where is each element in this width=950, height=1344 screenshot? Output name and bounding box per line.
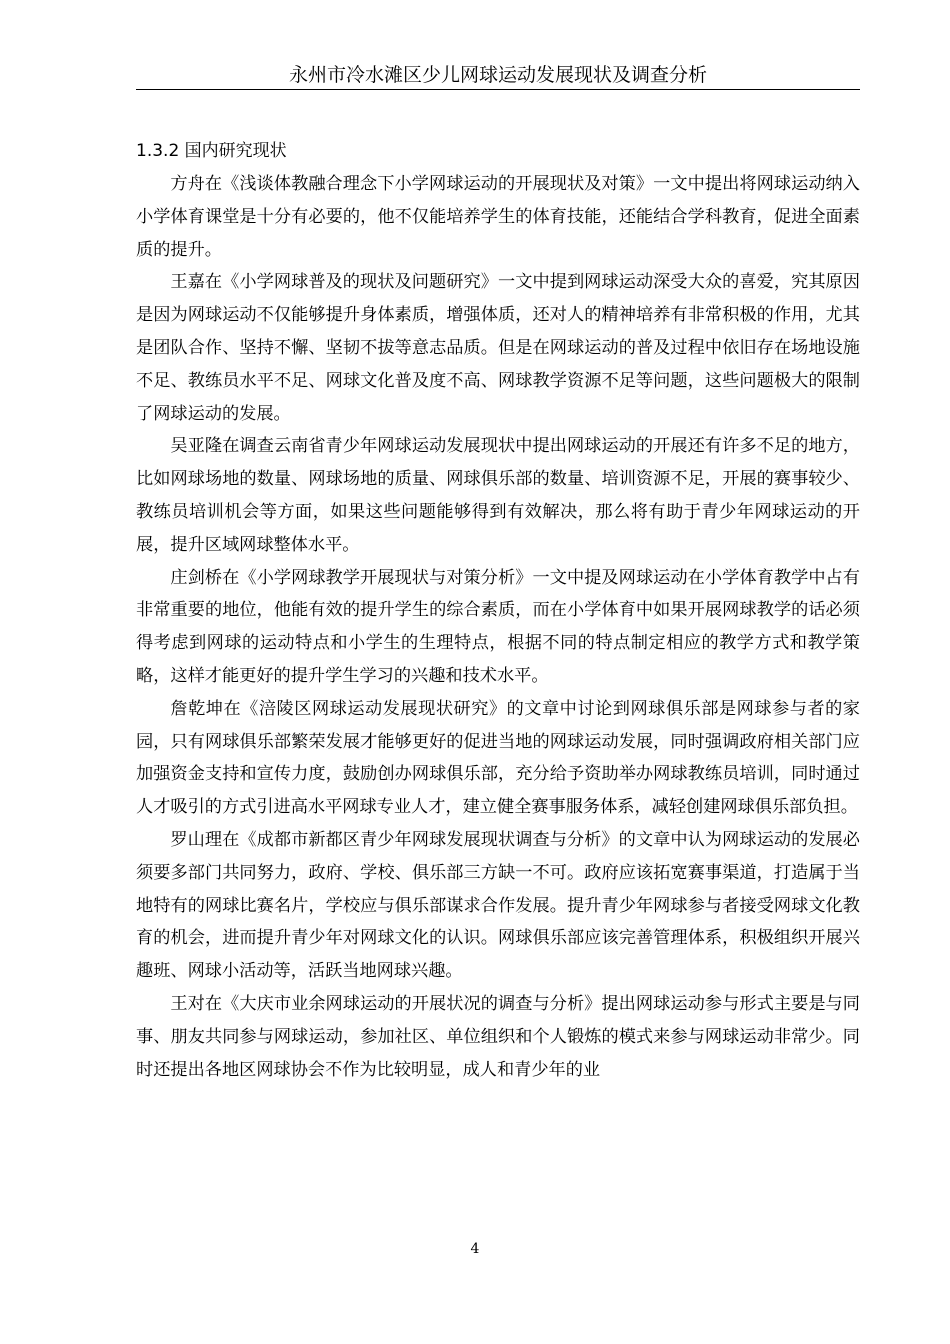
paragraph-zhanqiankun: 詹乾坤在《涪陵区网球运动发展现状研究》的文章中讨论到网球俱乐部是网球参与者的家园，只有网球俱乐部繁荣发展才能够更好的促进当地的网球运动发展，同时强调政府相关部门应加强资金支持和宣传力度，鼓励创办网球俱乐部，充分给予资助举办网球教练员培训，同时通过人才吸引的方式引进高水平网球专业人才，建立健全赛事服务体系，减轻创建网球俱乐部负担。 [136,698,860,818]
paragraph-fangzhou: 方舟在《浅谈体教融合理念下小学网球运动的开展现状及对策》一文中提出将网球运动纳入小学体育课堂是十分有必要的，他不仅能培养学生的体育技能，还能结合学科教育，促进全面素质的提升。 [136,174,860,260]
header-divider [136,89,860,90]
paragraph-wangdui: 王对在《大庆市业余网球运动的开展状况的调查与分析》提出网球运动参与形式主要是与同事、朋友共同参与网球运动，参加社区、单位组织和个人锻炼的模式来参与网球运动非常少。同时还提出各地区网球协会不作为比较明显，成人和青少年的业 [136,993,860,1080]
paragraph-zhuangjianqiao: 庄剑桥在《小学网球教学开展现状与对策分析》一文中提及网球运动在小学体育教学中占有非常重要的地位，他能有效的提升学生的综合素质，而在小学体育中如果开展网球教学的话必须得考虑到网球的运动特点和小学生的生理特点，根据不同的特点制定相应的教学方式和教学策略，这样才能更好的提升学生学习的兴趣和技术水平。 [136,567,860,686]
section-heading: 1.3.2 国内研究现状 [136,141,287,161]
page-number: 4 [470,1241,480,1257]
running-header: 永州市冷水滩区少儿网球运动发展现状及调查分析 [288,64,707,86]
paragraph-luoshanli: 罗山理在《成都市新都区青少年网球发展现状调查与分析》的文章中认为网球运动的发展必须要多部门共同努力，政府、学校、俱乐部三方缺一不可。政府应该拓宽赛事渠道，打造属于当地特有的网球比赛名片，学校应与俱乐部谋求合作发展。提升青少年网球参与者接受网球文化教育的机会，进而提升青少年对网球文化的认识。网球俱乐部应该完善管理体系，积极组织开展兴趣班、网球小活动等，活跃当地网球兴趣。 [136,829,860,982]
paragraph-wangjia: 王嘉在《小学网球普及的现状及问题研究》一文中提到网球运动深受大众的喜爱，究其原因是因为网球运动不仅能够提升身体素质，增强体质，还对人的精神培养有非常积极的作用，尤其是团队合作、坚持不懈、坚韧不拔等意志品质。但是在网球运动的普及过程中依旧存在场地设施不足、教练员水平不足、网球文化普及度不高、网球教学资源不足等问题，这些问题极大的限制了网球运动的发展。 [136,272,860,424]
body-content [136,136,860,1086]
paragraph-wuyalong: 吴亚隆在调查云南省青少年网球运动发展现状中提出网球运动的开展还有许多不足的地方，比如网球场地的数量、网球场地的质量、网球俱乐部的数量、培训资源不足，开展的赛事较少、教练员培训机会等方面，如果这些问题能够得到有效解决，那么将有助于青少年网球运动的开展，提升区域网球整体水平。 [136,436,860,555]
